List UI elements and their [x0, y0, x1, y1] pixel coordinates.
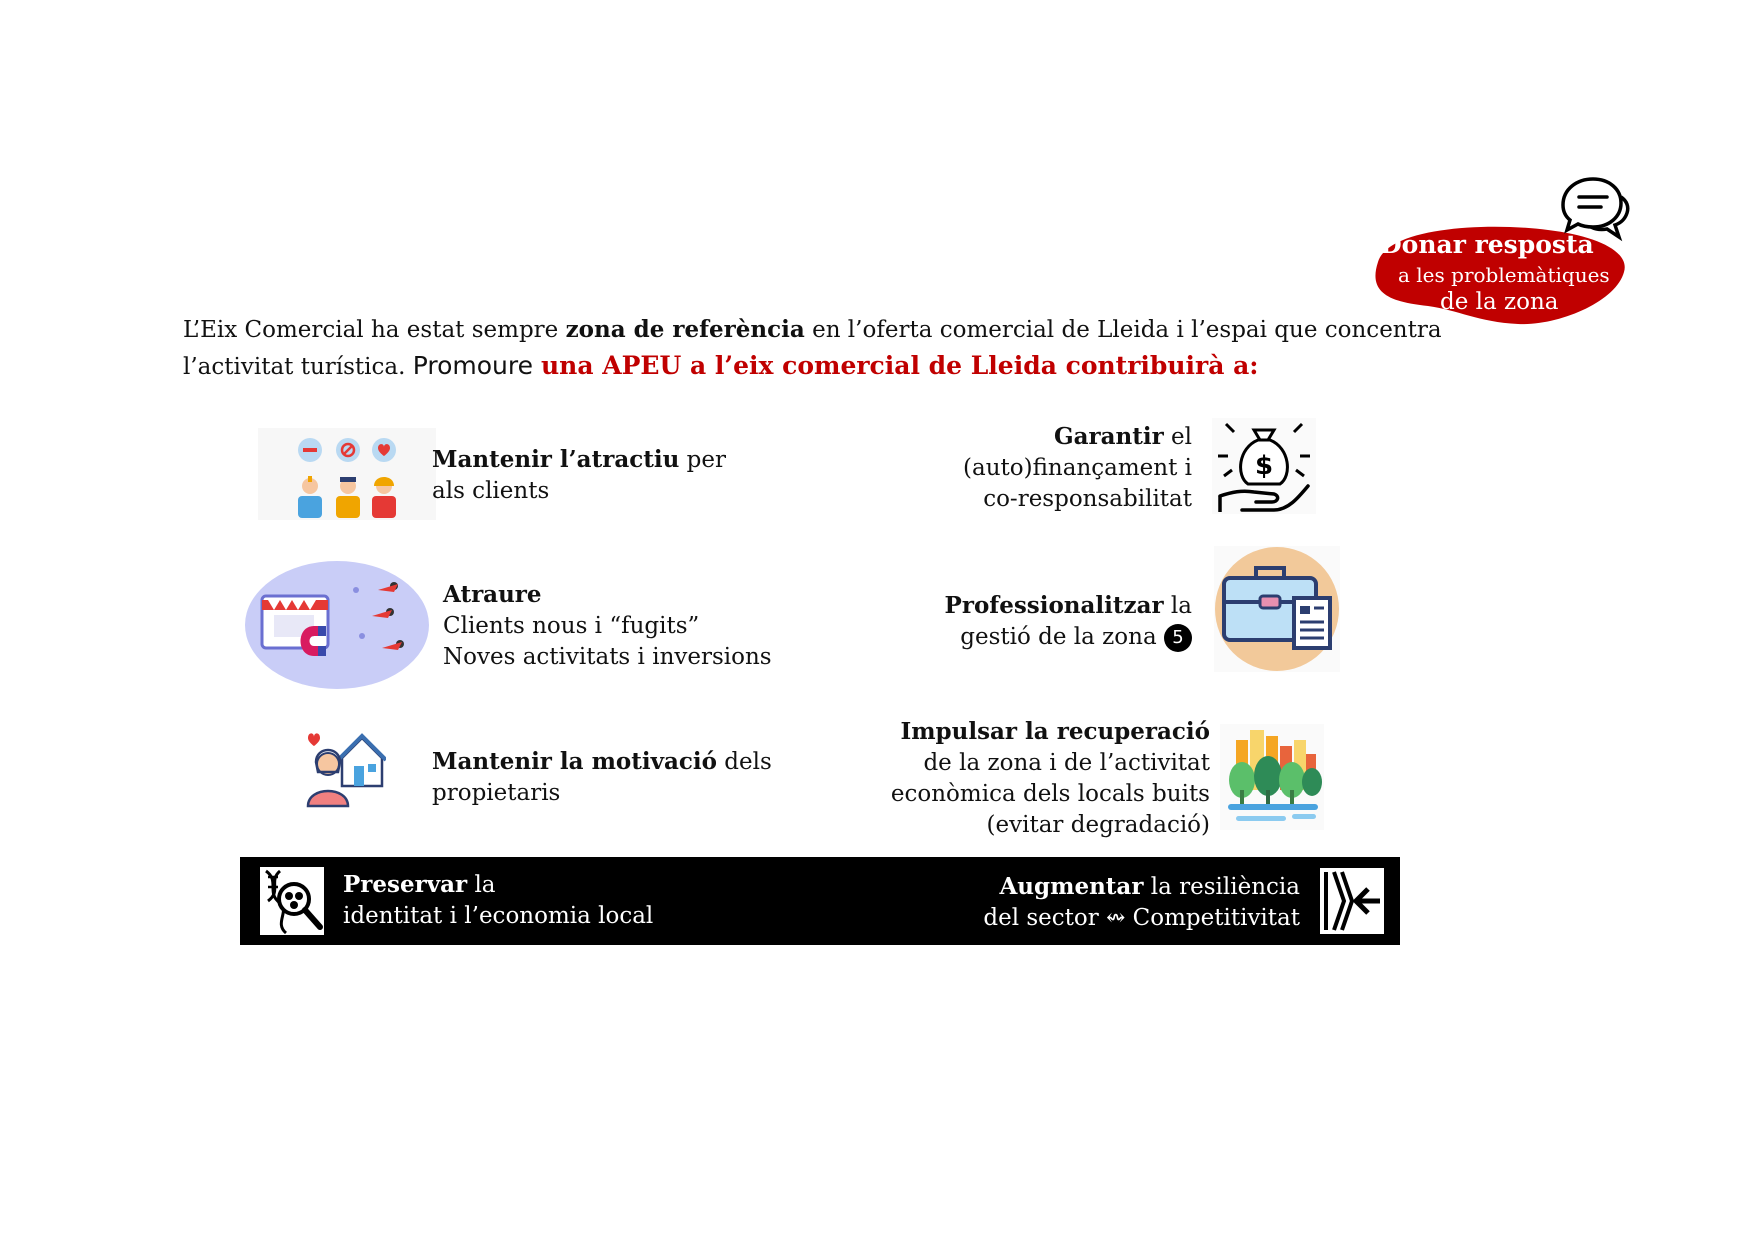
- number-badge: 5: [1164, 624, 1192, 652]
- right-item-1: [900, 421, 1192, 515]
- left-item-3-rest: dels: [716, 749, 772, 775]
- left-item-2-line2: Clients nous i “fugits”: [443, 613, 700, 639]
- bidirectional-arrow-icon: ↭: [1106, 905, 1126, 931]
- left-item-3-bold: Mantenir la motivació: [432, 748, 717, 775]
- left-item-3-line2: propietaris: [432, 780, 561, 806]
- svg-text:$: $: [1254, 451, 1274, 481]
- money-bag-hand-icon: [1212, 418, 1316, 514]
- right-item-1-line2: (auto)finançament i: [963, 455, 1192, 481]
- bar-left-text: [343, 869, 653, 932]
- bar-left-bold: Preservar: [343, 871, 468, 898]
- left-item-1: [432, 444, 726, 507]
- bar-right-bold: Augmentar: [999, 873, 1144, 900]
- badge-title: Donar resposta: [1380, 230, 1594, 259]
- badge-line2: a les problemàtiques: [1398, 263, 1610, 287]
- owner-house-icon: [302, 728, 386, 808]
- right-item-3-line3: econòmica dels locals buits: [890, 781, 1210, 807]
- left-item-1-line2: als clients: [432, 478, 550, 504]
- right-item-2-bold: Professionalitzar: [944, 592, 1164, 619]
- right-item-2-line2: gestió de la zona: [960, 624, 1157, 650]
- left-item-1-rest: per: [679, 447, 726, 473]
- bar-right-line2-a: del sector: [983, 905, 1099, 931]
- city-trees-icon: [1220, 724, 1324, 830]
- left-item-1-bold: Mantenir l’atractiu: [432, 446, 680, 473]
- intro-bold: zona de referència: [565, 316, 805, 343]
- bar-right-text: [983, 871, 1300, 934]
- right-item-1-bold: Garantir: [1053, 423, 1164, 450]
- magnet-attract-icon: [244, 560, 430, 690]
- right-item-1-line3: co-responsabilitat: [983, 486, 1192, 512]
- intro-paragraph: [183, 312, 1483, 385]
- people-feedback-icon: [258, 428, 436, 520]
- bar-left-line2: identitat i l’economia local: [343, 903, 654, 929]
- bar-left-rest: la: [467, 872, 496, 898]
- chat-bubbles-icon: [1555, 175, 1630, 245]
- intro-highlight: una APEU a l’eix comercial de Lleida contribuirà a:: [540, 351, 1259, 380]
- dna-search-icon: [260, 867, 324, 935]
- right-item-3-line2: de la zona i de l’activitat: [923, 750, 1210, 776]
- right-item-3: [880, 716, 1210, 841]
- intro-part2: en l’oferta comercial de Lleida i l’espai que concentra l’activitat turística.: [183, 317, 1442, 380]
- left-item-2-line3: Noves activitats i inversions: [443, 644, 772, 670]
- bottom-bar: [240, 857, 1400, 945]
- briefcase-icon: [1214, 546, 1340, 672]
- resilience-arrow-icon: [1320, 868, 1384, 934]
- left-item-2-bold: Atraure: [443, 581, 542, 608]
- left-item-3: [432, 746, 772, 809]
- bar-right-rest: la resiliència: [1143, 874, 1300, 900]
- intro-promo: Promoure: [412, 351, 541, 380]
- right-item-2: [900, 590, 1192, 653]
- right-item-3-line4: (evitar degradació): [986, 812, 1210, 838]
- right-item-2-rest: la: [1163, 593, 1192, 619]
- right-item-1-rest: el: [1163, 424, 1192, 450]
- badge-line3: de la zona: [1440, 289, 1559, 315]
- left-item-2: [443, 579, 772, 673]
- right-item-3-bold: Impulsar la recuperació: [900, 718, 1210, 745]
- bar-right-line2-b: Competitivitat: [1132, 905, 1300, 931]
- intro-part1: L’Eix Comercial ha estat sempre: [183, 317, 566, 343]
